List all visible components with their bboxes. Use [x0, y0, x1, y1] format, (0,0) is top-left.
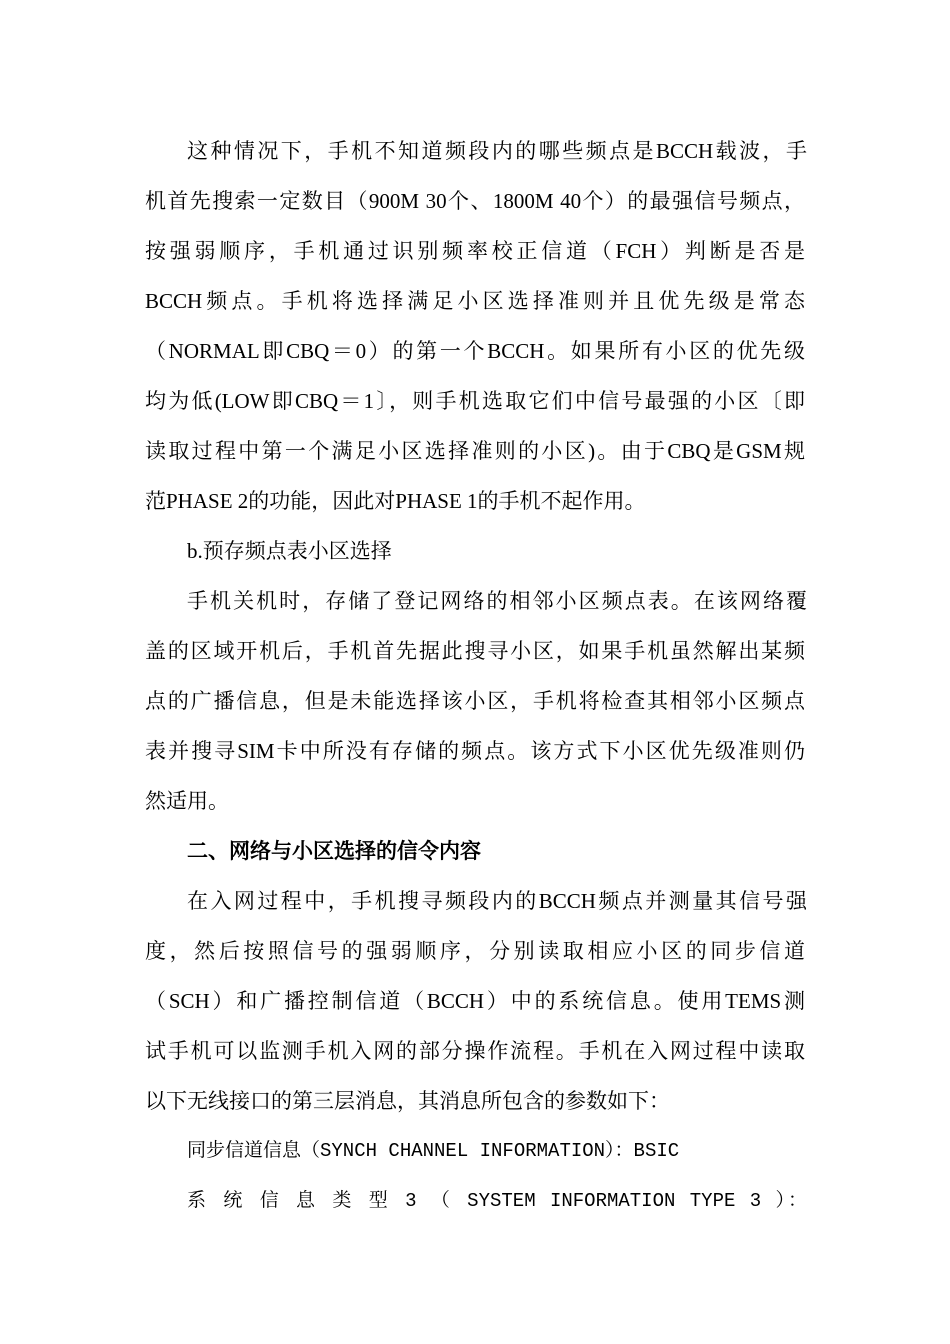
- paragraph-1-line-6: 均为低(LOW即CBQ＝1〕，则手机选取它们中信号最强的小区〔即: [145, 389, 805, 413]
- paragraph-1-line-8: 范PHASE 2的功能，因此对PHASE 1的手机不起作用。: [145, 489, 646, 513]
- paragraph-1-line-3: 按强弱顺序，手机通过识别频率校正信道（FCH）判断是否是: [145, 239, 805, 263]
- sync-channel-info-line: 同步信道信息（SYNCH CHANNEL INFORMATION）：BSIC: [187, 1140, 680, 1162]
- paragraph-1-line-2: 机首先搜索一定数目（900M 30个、1800M 40个）的最强信号频点，: [145, 189, 805, 213]
- paragraph-2-line-1: 手机关机时，存储了登记网络的相邻小区频点表。在该网络覆: [187, 589, 807, 613]
- paragraph-2-line-5: 然适用。: [145, 789, 229, 813]
- paragraph-2-line-4: 表并搜寻SIM卡中所没有存储的频点。该方式下小区优先级准则仍: [145, 739, 805, 763]
- paragraph-3-line-2: 度，然后按照信号的强弱顺序，分别读取相应小区的同步信道: [145, 939, 805, 963]
- paragraph-3-line-3: （SCH）和广播控制信道（BCCH）中的系统信息。使用TEMS测: [145, 989, 805, 1013]
- paragraph-3-line-4: 试手机可以监测手机入网的部分操作流程。手机在入网过程中读取: [145, 1039, 805, 1063]
- paragraph-2-line-3: 点的广播信息，但是未能选择该小区，手机将检查其相邻小区频点: [145, 689, 805, 713]
- paragraph-3-line-5: 以下无线接口的第三层消息，其消息所包含的参数如下：: [145, 1089, 670, 1113]
- paragraph-1-line-7: 读取过程中第一个满足小区选择准则的小区)。由于CBQ是GSM规: [145, 439, 805, 463]
- system-info-type3-line: 系 统 信 息 类 型 3 （ SYSTEM INFORMATION TYPE 3 ）：: [187, 1190, 807, 1212]
- section-heading: 二、网络与小区选择的信令内容: [187, 839, 481, 863]
- paragraph-2-line-2: 盖的区域开机后，手机首先据此搜寻小区，如果手机虽然解出某频: [145, 639, 805, 663]
- paragraph-1-line-5: （NORMAL即CBQ＝0）的第一个BCCH。如果所有小区的优先级: [145, 339, 805, 363]
- subheading-preset-frequency-list: b.预存频点表小区选择: [187, 539, 392, 563]
- paragraph-1-line-1: 这种情况下，手机不知道频段内的哪些频点是BCCH载波，手: [187, 139, 807, 163]
- paragraph-3-line-1: 在入网过程中，手机搜寻频段内的BCCH频点并测量其信号强: [187, 889, 807, 913]
- paragraph-1-line-4: BCCH频点。手机将选择满足小区选择准则并且优先级是常态: [145, 289, 805, 313]
